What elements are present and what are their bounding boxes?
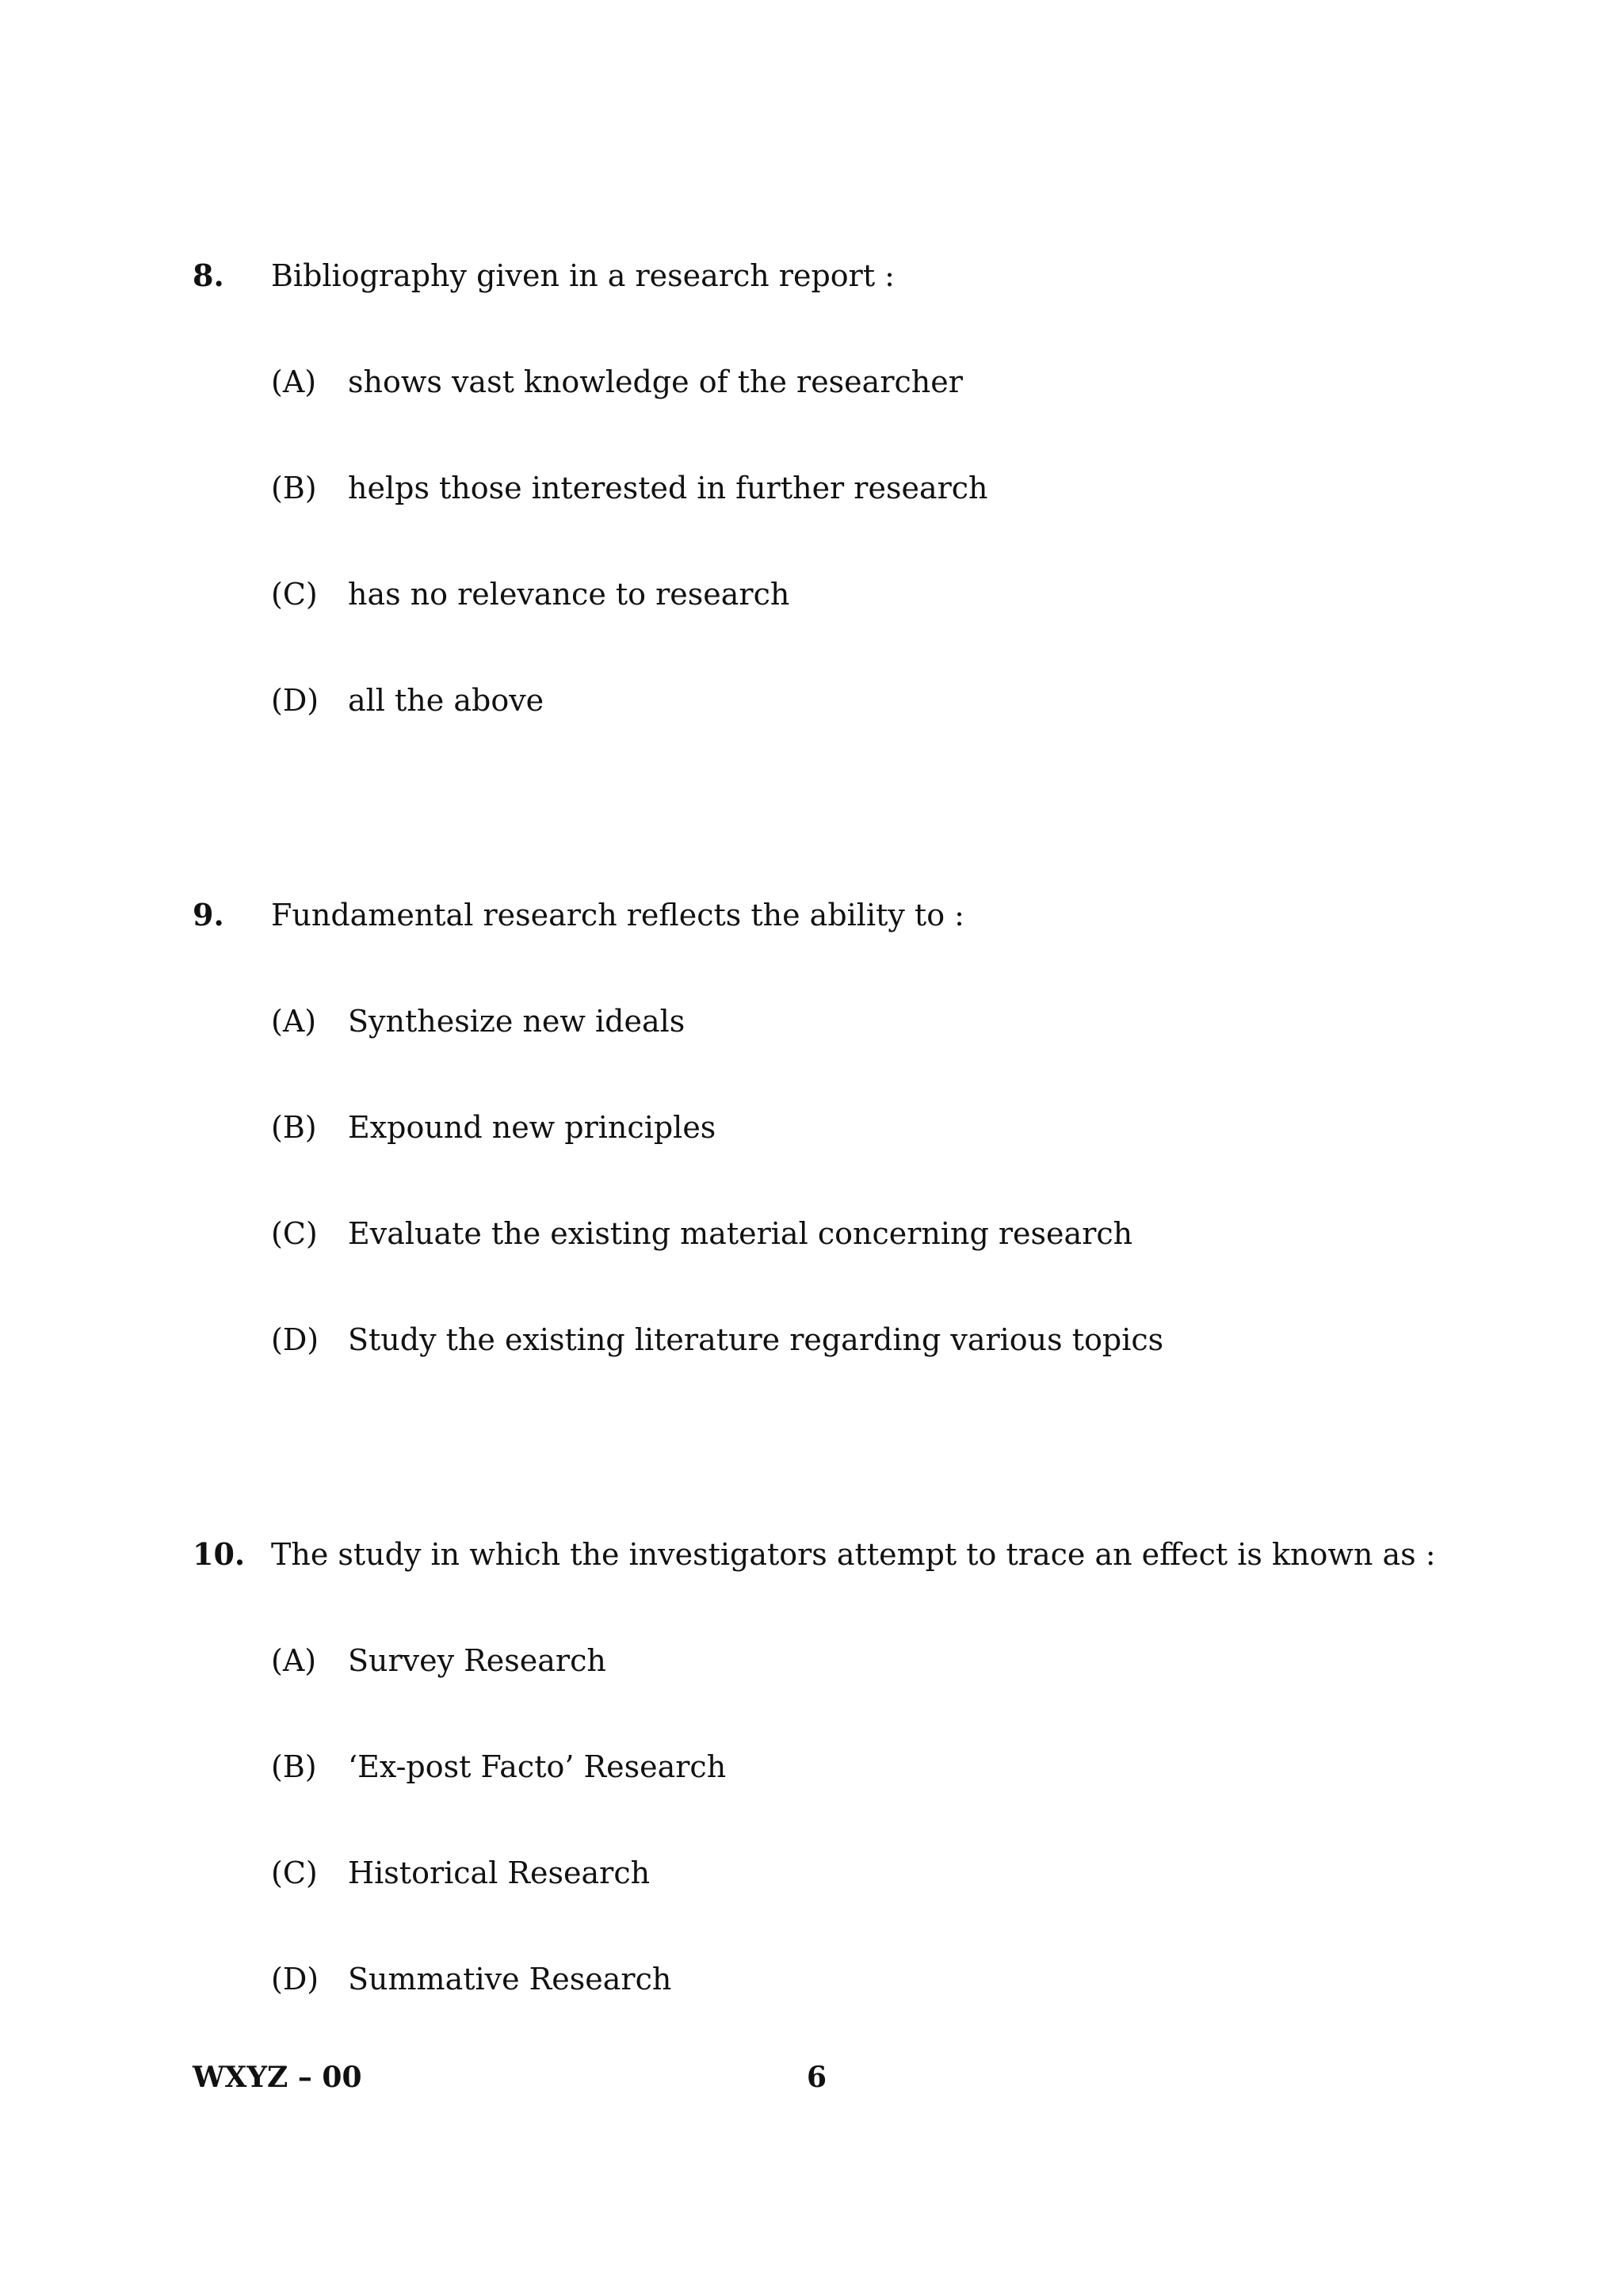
option-text: Synthesize new ideals [348, 1004, 685, 1039]
option-label: (B) [271, 471, 317, 505]
option-b [0, 1104, 1623, 1151]
option-label: (B) [271, 1110, 317, 1145]
option-c [0, 1210, 1623, 1257]
option-label: (D) [271, 1962, 319, 1997]
option-label: (C) [271, 1855, 318, 1890]
question-9 [0, 891, 1623, 1363]
option-b [0, 464, 1623, 512]
option-a [0, 358, 1623, 406]
option-text: Study the existing literature regarding various topics [348, 1322, 1164, 1357]
option-label: (A) [271, 364, 317, 399]
question-text: Fundamental research reflects the ability to : [271, 898, 964, 933]
question-number: 10. [193, 1536, 246, 1572]
option-text: Historical Research [348, 1855, 651, 1890]
option-label: (B) [271, 1749, 317, 1784]
option-text: shows vast knowledge of the researcher [348, 364, 963, 399]
paper-code: WXYZ – 00 [193, 2061, 362, 2094]
option-text: all the above [348, 683, 544, 718]
option-label: (C) [271, 1216, 318, 1251]
option-text: has no relevance to research [348, 577, 790, 612]
question-8 [0, 252, 1623, 724]
option-d [0, 1316, 1623, 1363]
option-text: Summative Research [348, 1962, 672, 1997]
option-text: Evaluate the existing material concerning research [348, 1216, 1133, 1251]
option-text: Expound new principles [348, 1110, 716, 1145]
option-label: (A) [271, 1004, 317, 1039]
option-d [0, 677, 1623, 724]
question-text: The study in which the investigators attempt to trace an effect is known as : [271, 1537, 1436, 1572]
option-c [0, 570, 1623, 618]
question-number: 9. [193, 897, 224, 933]
option-label: (A) [271, 1643, 317, 1678]
option-label: (D) [271, 683, 319, 718]
option-label: (C) [271, 577, 318, 612]
question-header [0, 252, 1623, 299]
question-header [0, 1531, 1623, 1578]
option-b [0, 1743, 1623, 1791]
question-10 [0, 1531, 1623, 2003]
option-text: Survey Research [348, 1643, 606, 1678]
option-text: helps those interested in further research [348, 471, 988, 505]
question-text: Bibliography given in a research report : [271, 258, 895, 293]
option-a [0, 1637, 1623, 1684]
option-text: ‘Ex-post Facto’ Research [348, 1749, 727, 1784]
option-d [0, 1955, 1623, 2003]
option-c [0, 1849, 1623, 1897]
page-number: 6 [807, 2061, 827, 2094]
option-label: (D) [271, 1322, 319, 1357]
question-number: 8. [193, 257, 224, 293]
option-a [0, 997, 1623, 1045]
question-header [0, 891, 1623, 939]
